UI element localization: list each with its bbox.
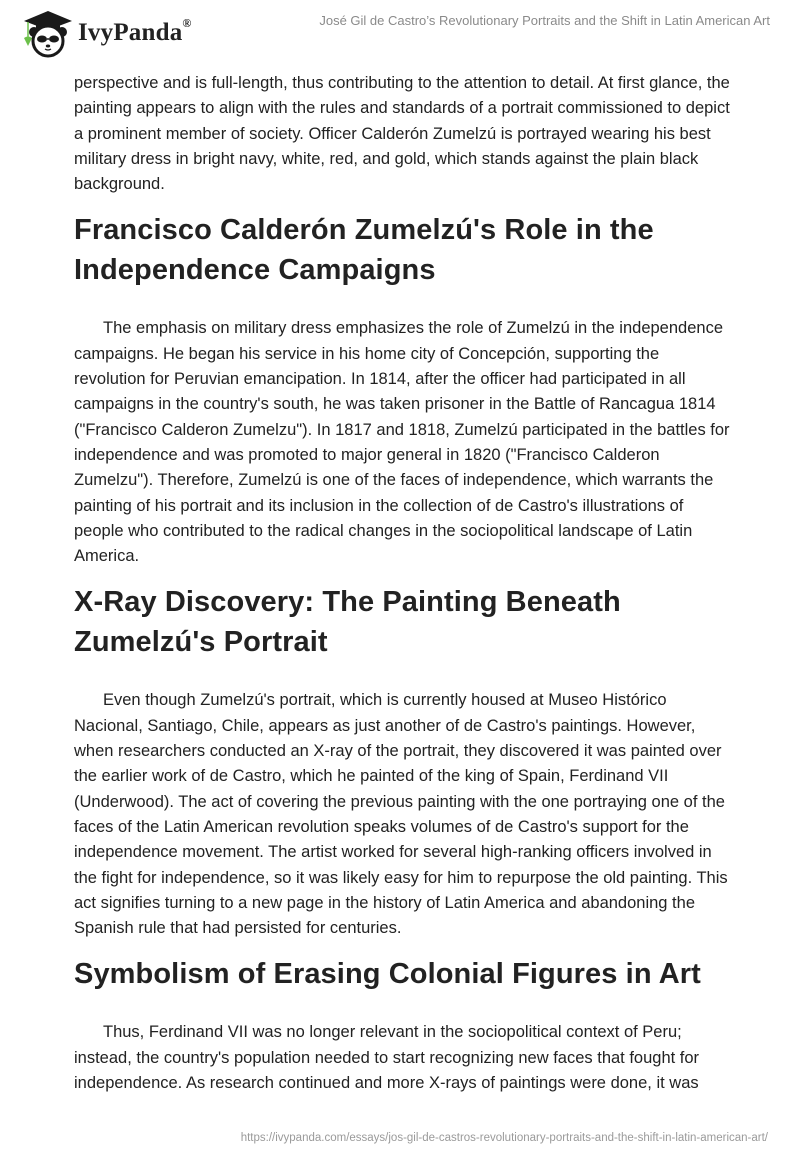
panda-graduation-cap-icon [18,8,74,58]
ivypanda-logo[interactable] [18,8,192,58]
section-heading-symbolism: Symbolism of Erasing Colonial Figures in Art [74,958,701,991]
page-header [0,0,800,60]
brand-name: IvyPanda® [78,15,192,46]
section-heading-xray-discovery: X-Ray Discovery: The Painting Beneath Zumelzú's Portrait [74,586,621,659]
section-paragraph: Thus, Ferdinand VII was no longer relevant in the sociopolitical context of Peru; instead, the country's population needed to start recognizing new faces that fought for independence. As research continued and more X-rays of paintings were done, it was [74,1023,700,1093]
section-paragraph: The emphasis on military dress emphasizes the role of Zumelzú in the independence campaigns. He began his service in his home city of Concepción, supporting the revolution for Peruvian emancipation. In 1814, after the officer had participated in all campaigns in the country's south, he was taken prisoner in the Battle of Rancagua 1814 ("Francisco Calderon Zumelzu"). In 1817 and 1818, Zumelzú participated in the battles for independence and was promoted to major general in 1820 ("Francisco Calderon Zumelzu"). Therefore, Zumelzú is one of the faces of independence, which warrants the painting of his portrait and its inclusion in the collection of de Castro's illustrations of people who contributed to the radical changes in the sociopolitical landscape of Latin America. [74,319,730,566]
article-body [74,71,734,1096]
intro-paragraph: perspective and is full-length, thus contributing to the attention to detail. At first glance, the painting appears to align with the rules and standards of a portrait commissioned to depict a prominent member of society. Officer Calderón Zumelzú is portrayed wearing his best military dress in bright navy, white, red, and gold, which stands against the plain black background. [74,74,730,194]
document-title: José Gil de Castro’s Revolutionary Portraits and the Shift in Latin American Art [319,13,770,28]
source-url[interactable]: https://ivypanda.com/essays/jos-gil-de-castros-revolutionary-portraits-and-the-shift-in-latin-american-art/ [240,1132,768,1144]
section-paragraph: Even though Zumelzú's portrait, which is currently housed at Museo Histórico Nacional, Santiago, Chile, appears as just another of de Castro's paintings. However, when researchers conducted an X-ray of the portrait, they discovered it was painted over the earlier work of de Castro, which he painted of the king of Spain, Ferdinand VII (Underwood). The act of covering the previous painting with the one portraying one of the faces of the Latin American revolution speaks volumes of de Castro's support for the independence movement. The artist worked for several high-ranking officers involved in the fight for independence, so it was likely easy for him to repurpose the old painting. This act signifies turning to a new page in the history of Latin America and abandoning the Spanish rule that had persisted for centuries. [74,691,728,938]
section-heading-role-in-independence: Francisco Calderón Zumelzú's Role in the Independence Campaigns [74,214,654,287]
